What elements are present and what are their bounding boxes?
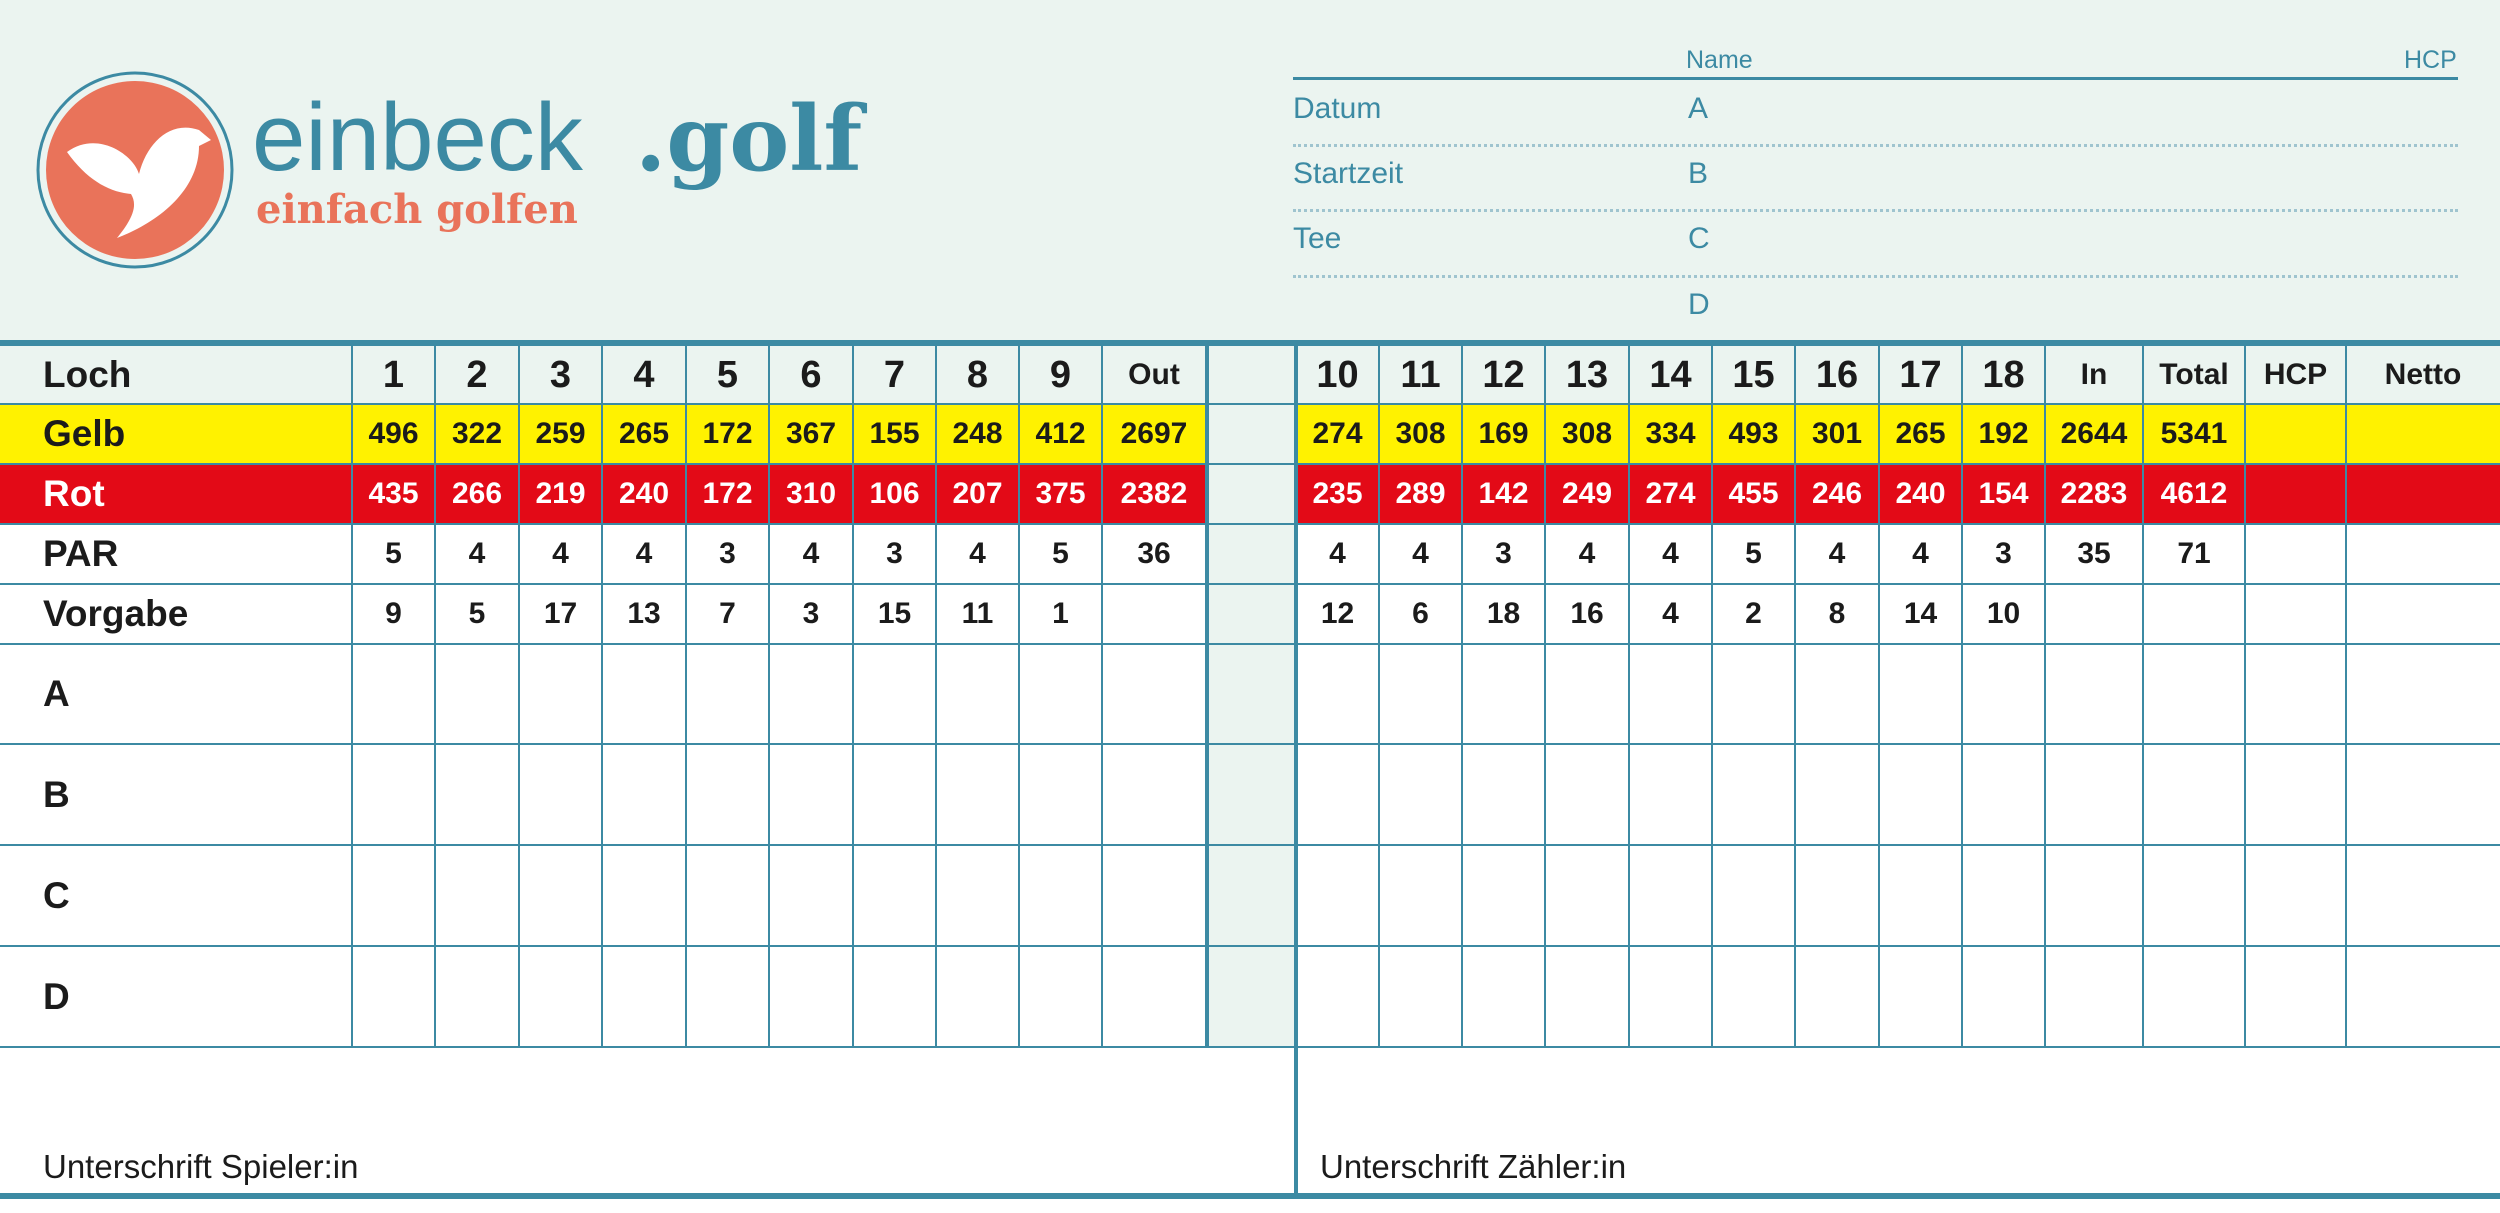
table-cell: 35 xyxy=(2077,537,2111,570)
row-label: Loch xyxy=(43,354,132,395)
table-cell: 274 xyxy=(1645,477,1696,510)
hole-header-cell: 10 xyxy=(1316,354,1359,396)
table-cell: 5 xyxy=(1745,537,1762,570)
hole-header-cell: 11 xyxy=(1400,354,1441,396)
grid-line xyxy=(1711,346,1713,1047)
table-cell: 18 xyxy=(1486,597,1521,630)
grid-line xyxy=(935,346,937,1047)
table-cell: 2283 xyxy=(2060,477,2128,510)
hole-header-cell: In xyxy=(2080,358,2108,391)
grid-line xyxy=(1205,346,1209,1047)
table-cell: 3 xyxy=(1995,537,2012,570)
table-cell: 4 xyxy=(1662,537,1679,570)
table-cell: 5 xyxy=(1052,537,1069,570)
hole-header-cell: 15 xyxy=(1732,354,1775,396)
table-cell: 11 xyxy=(961,597,994,630)
table-cell: 4 xyxy=(1578,537,1596,570)
table-cell: 17 xyxy=(543,597,578,630)
grid-line xyxy=(351,346,353,1047)
grid-line xyxy=(0,583,2500,585)
table-cell xyxy=(2045,584,2143,644)
grid-line xyxy=(1294,346,1298,1193)
table-cell: 106 xyxy=(869,477,920,510)
table-cell xyxy=(2143,584,2245,644)
table-cell: 248 xyxy=(952,417,1003,450)
table-cell: 155 xyxy=(869,417,920,450)
table-cell: 15 xyxy=(877,597,912,630)
table-cell: 172 xyxy=(702,477,753,510)
table-cell: 249 xyxy=(1561,477,1613,510)
table-bottom-rule xyxy=(0,1193,2500,1199)
grid-line xyxy=(0,463,2500,465)
marker-signature-label: Unterschrift Zähler:in xyxy=(1320,1148,1627,1185)
table-cell: 4 xyxy=(802,537,820,570)
table-cell: 3 xyxy=(802,597,820,630)
hole-header-cell: HCP xyxy=(2263,358,2328,391)
table-cell: 4 xyxy=(969,537,986,570)
table-cell xyxy=(2346,464,2500,524)
brand-name-light: einbeck xyxy=(252,84,583,191)
row-label: D xyxy=(43,976,70,1017)
hole-header-cell: 5 xyxy=(716,354,739,396)
table-cell: 7 xyxy=(719,597,736,630)
hole-header-cell: Out xyxy=(1128,358,1180,391)
player-name-label-d: D xyxy=(1688,288,1710,321)
row-label: B xyxy=(43,774,70,815)
table-cell: 5 xyxy=(385,537,402,570)
table-cell: 455 xyxy=(1728,477,1779,510)
table-cell: 334 xyxy=(1645,417,1696,450)
hole-header-cell: 6 xyxy=(800,354,822,396)
table-cell: 493 xyxy=(1728,417,1779,450)
table-cell: 169 xyxy=(1478,417,1529,450)
player-name-label-c: C xyxy=(1688,222,1710,255)
table-cell xyxy=(2346,524,2500,584)
table-cell: 4 xyxy=(635,537,653,570)
grid-line xyxy=(1018,346,1020,1047)
table-cell xyxy=(1102,584,1206,644)
player-signature-label: Unterschrift Spieler:in xyxy=(43,1148,359,1185)
hole-header-cell: 9 xyxy=(1049,354,1072,396)
row-label: C xyxy=(43,875,70,916)
table-cell: 1 xyxy=(1052,597,1069,630)
row-label: Vorgabe xyxy=(43,593,189,634)
hole-header-cell: 4 xyxy=(633,354,655,396)
grid-line xyxy=(0,643,2500,645)
grid-line xyxy=(0,844,2500,846)
grid-line xyxy=(1101,346,1103,1047)
table-cell: 4 xyxy=(1412,537,1429,570)
table-cell: 142 xyxy=(1478,477,1529,510)
hole-header-cell: Total xyxy=(2159,358,2229,391)
date-label: Datum xyxy=(1293,92,1382,125)
grid-line xyxy=(518,346,520,1047)
table-cell: 154 xyxy=(1978,477,2029,510)
table-cell: 4 xyxy=(468,537,486,570)
table-cell xyxy=(2346,404,2500,464)
table-cell: 308 xyxy=(1395,417,1446,450)
table-cell: 3 xyxy=(1495,537,1512,570)
table-cell: 12 xyxy=(1320,597,1355,630)
table-cell: 192 xyxy=(1978,417,2029,450)
tee-label: Tee xyxy=(1293,222,1342,255)
table-cell: 71 xyxy=(2177,537,2211,570)
table-cell xyxy=(2245,584,2346,644)
hcp-column-header: HCP xyxy=(2404,46,2457,74)
table-cell: 6 xyxy=(1412,597,1429,630)
grid-line xyxy=(0,945,2500,947)
table-cell: 172 xyxy=(702,417,753,450)
hole-header-cell: 1 xyxy=(382,354,405,396)
table-cell: 240 xyxy=(618,477,670,510)
table-cell: 10 xyxy=(1986,597,2021,630)
name-column-header: Name xyxy=(1686,46,1753,74)
table-cell: 308 xyxy=(1561,417,1613,450)
grid-line xyxy=(0,743,2500,745)
grid-line xyxy=(768,346,770,1047)
table-cell: 16 xyxy=(1570,597,1604,630)
table-cell: 322 xyxy=(451,417,503,450)
grid-line xyxy=(1461,346,1463,1047)
grid-line xyxy=(1628,346,1630,1047)
table-cell: 289 xyxy=(1395,477,1446,510)
grid-line xyxy=(1878,346,1880,1047)
table-cell xyxy=(2245,404,2346,464)
table-cell xyxy=(2245,464,2346,524)
table-cell xyxy=(2245,524,2346,584)
grid-line xyxy=(2244,346,2246,1047)
grid-line xyxy=(434,346,436,1047)
table-cell: 14 xyxy=(1903,597,1938,630)
grid-line xyxy=(2345,346,2347,1047)
start-time-label: Startzeit xyxy=(1293,157,1404,190)
table-cell: 412 xyxy=(1035,417,1086,450)
hole-header-cell: 3 xyxy=(549,354,572,396)
hole-header-cell: 7 xyxy=(883,354,906,396)
table-cell: 266 xyxy=(451,477,503,510)
player-name-label-b: B xyxy=(1688,157,1709,190)
hole-header-cell: 17 xyxy=(1899,354,1942,396)
table-cell: 274 xyxy=(1312,417,1363,450)
table-cell: 265 xyxy=(1895,417,1946,450)
hole-header-cell: 8 xyxy=(966,354,989,396)
table-cell: 265 xyxy=(618,417,670,450)
table-cell: 4 xyxy=(1329,537,1346,570)
table-cell: 2 xyxy=(1745,597,1762,630)
table-cell: 4 xyxy=(552,537,569,570)
hole-header-cell: 16 xyxy=(1815,354,1859,396)
grid-line xyxy=(685,346,687,1047)
table-cell xyxy=(2346,584,2500,644)
hole-header-cell: 12 xyxy=(1482,354,1525,396)
table-cell: 301 xyxy=(1811,417,1863,450)
table-cell: 4 xyxy=(1828,537,1846,570)
hole-header-cell: 18 xyxy=(1982,354,2025,396)
grid-line xyxy=(0,403,2500,405)
table-cell: 496 xyxy=(368,417,419,450)
row-label: Rot xyxy=(43,473,105,514)
table-cell: 3 xyxy=(719,537,736,570)
table-cell: 219 xyxy=(535,477,586,510)
table-cell: 2644 xyxy=(2060,417,2128,450)
hole-header-cell: 2 xyxy=(466,354,488,396)
table-cell: 207 xyxy=(952,477,1003,510)
table-cell: 4 xyxy=(1912,537,1929,570)
hole-header-cell: 13 xyxy=(1565,354,1609,396)
table-cell: 2697 xyxy=(1120,417,1188,450)
table-cell: 4 xyxy=(1662,597,1679,630)
hole-header-cell: 14 xyxy=(1649,354,1692,396)
grid-line xyxy=(1378,346,1380,1047)
table-cell: 5341 xyxy=(2160,417,2228,450)
table-cell: 8 xyxy=(1828,597,1846,630)
table-cell: 240 xyxy=(1895,477,1946,510)
grid-line xyxy=(1794,346,1796,1047)
grid-line xyxy=(2142,346,2144,1047)
table-cell: 13 xyxy=(627,597,661,630)
table-cell: 310 xyxy=(785,477,837,510)
table-cell: 375 xyxy=(1035,477,1086,510)
table-cell: 435 xyxy=(368,477,419,510)
table-cell: 246 xyxy=(1811,477,1863,510)
row-label: PAR xyxy=(43,533,119,574)
table-cell: 2382 xyxy=(1120,477,1188,510)
table-cell: 235 xyxy=(1312,477,1363,510)
table-cell: 259 xyxy=(535,417,586,450)
grid-line xyxy=(2044,346,2046,1047)
grid-line xyxy=(0,523,2500,525)
hole-header-cell: Netto xyxy=(2384,358,2462,391)
brand-name-bold: .golf xyxy=(635,86,863,192)
table-cell: 4612 xyxy=(2160,477,2228,510)
table-cell: 367 xyxy=(785,417,837,450)
grid-line xyxy=(0,1046,2500,1048)
table-cell: 36 xyxy=(1137,537,1171,570)
grid-line xyxy=(852,346,854,1047)
table-cell: 3 xyxy=(886,537,903,570)
row-label: A xyxy=(43,673,70,714)
grid-line xyxy=(601,346,603,1047)
table-cell: 9 xyxy=(385,597,402,630)
table-cell: 5 xyxy=(468,597,486,630)
player-name-label-a: A xyxy=(1688,92,1709,125)
brand-tagline: einfach golfen xyxy=(256,186,578,233)
row-label: Gelb xyxy=(43,413,126,454)
grid-line xyxy=(1544,346,1546,1047)
grid-line xyxy=(1961,346,1963,1047)
